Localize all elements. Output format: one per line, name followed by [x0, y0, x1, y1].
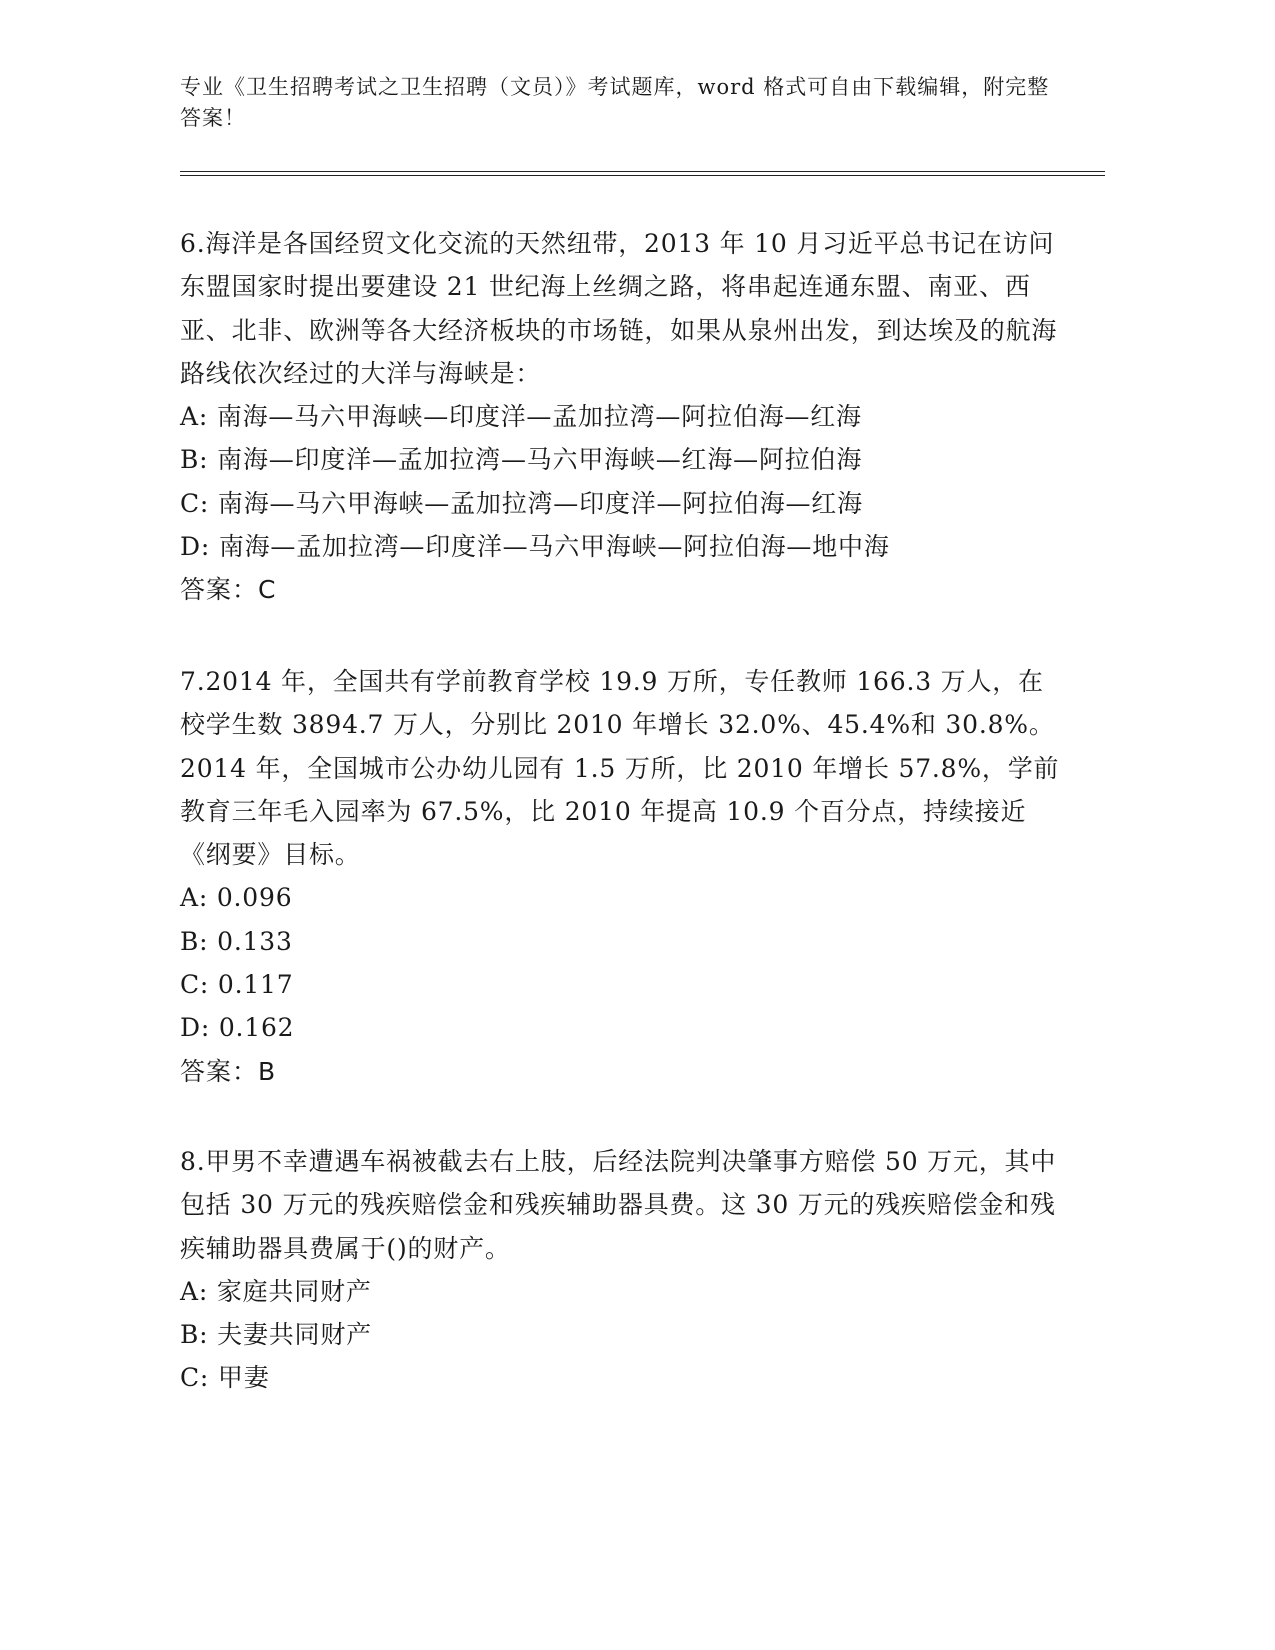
option-list [180, 1270, 1060, 1400]
header-divider-bottom [180, 175, 1105, 176]
question-stem: 6.海洋是各国经贸文化交流的天然纽带，2013 年 10 月习近平总书记在访问东盟国家时提出要建设 21 世纪海上丝绸之路，将串起连通东盟、南亚、西亚、北非、欧洲等各大经济板块的市场链，如果从泉州出发，到达埃及的航海路线依次经过的大洋与海峡是： [180, 229, 1058, 388]
question-stem: 8.甲男不幸遭遇车祸被截去右上肢，后经法院判决肇事方赔偿 50 万元，其中包括 30 万元的残疾赔偿金和残疾辅助器具费。这 30 万元的残疾赔偿金和残疾辅助器具费属于()的财产。 [180, 1147, 1057, 1263]
option-a: A: 0.096 [180, 883, 293, 913]
option-d: D: 0.162 [180, 1013, 295, 1043]
answer-label: 答案：C [180, 575, 277, 605]
option-b: B: 0.133 [180, 926, 293, 956]
question-8 [180, 1140, 1060, 1400]
answer-label: 答案：B [180, 1056, 277, 1086]
header-divider-top [180, 171, 1105, 172]
option-b: B: 南海—印度洋—孟加拉湾—马六甲海峡—红海—阿拉伯海 [180, 445, 863, 475]
document-header: 专业《卫生招聘考试之卫生招聘（文员）》考试题库，word 格式可自由下载编辑，附完整答案！ [180, 75, 1050, 130]
question-stem: 7.2014 年，全国共有学前教育学校 19.9 万所，专任教师 166.3 万人，在校学生数 3894.7 万人，分别比 2010 年增长 32.0%、45.4%和 30.8%。2014 年，全国城市公办幼儿园有 1.5 万所，比 2010 年增长 57.8%，学前教育三年毛入园率为 67.5%，比 2010 年提高 10.9 个百分点，持续接近《纲要》目标。 [180, 667, 1060, 870]
question-7 [180, 660, 1060, 1093]
option-list [180, 876, 1060, 1049]
question-6 [180, 222, 1060, 612]
option-c: C: 南海—马六甲海峡—孟加拉湾—印度洋—阿拉伯海—红海 [180, 488, 863, 518]
option-b: B: 夫妻共同财产 [180, 1320, 372, 1350]
option-c: C: 0.117 [180, 970, 294, 1000]
option-list [180, 395, 1060, 568]
option-d: D: 南海—孟加拉湾—印度洋—马六甲海峡—阿拉伯海—地中海 [180, 532, 890, 562]
option-c: C: 甲妻 [180, 1363, 270, 1393]
option-a: A: 家庭共同财产 [180, 1276, 372, 1306]
option-a: A: 南海—马六甲海峡—印度洋—孟加拉湾—阿拉伯海—红海 [180, 402, 862, 432]
